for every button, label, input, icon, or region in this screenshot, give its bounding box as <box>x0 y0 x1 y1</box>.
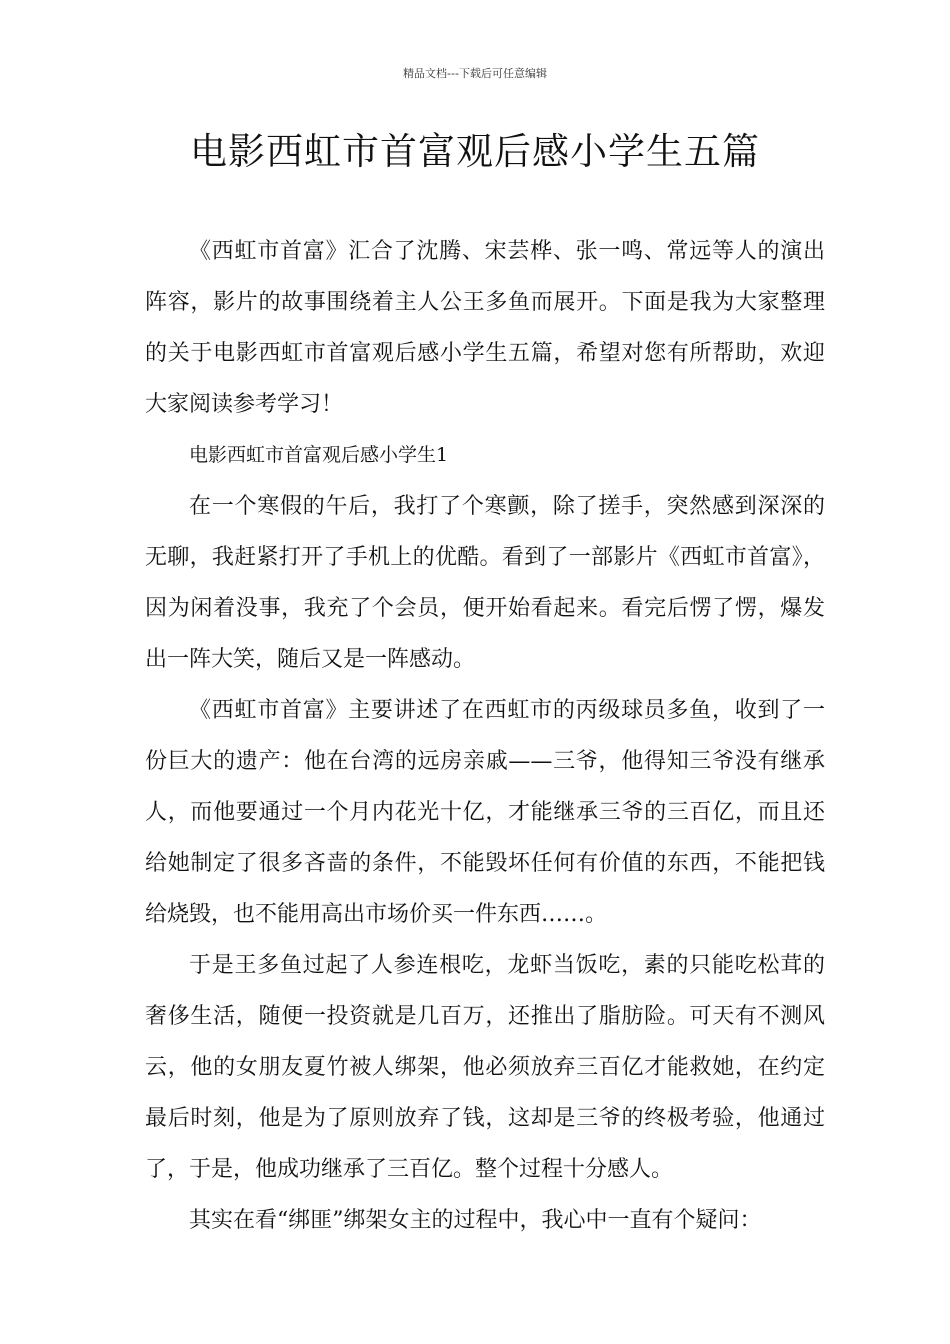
body-paragraph: 在一个寒假的午后，我打了个寒颤，除了搓手，突然感到深深的无聊，我赶紧打开了手机上的优酷。看到了一部影片《西虹市首富》，因为闲着没事，我充了个会员，便开始看起来。看完后愣了愣，爆发出一阵大笑，随后又是一阵感动。 <box>145 494 825 672</box>
body-paragraph: 于是王多鱼过起了人参连根吃，龙虾当饭吃，素的只能吃松茸的奢侈生活，随便一投资就是几百万，还推出了脂肪险。可天有不测风云，他的女朋友夏竹被人绑架，他必须放弃三百亿才能救她，在约定最后时刻，他是为了原则放弃了钱，这却是三爷的终极考验，他通过了，于是，他成功继承了三百亿。整个过程十分感人。 <box>145 953 825 1182</box>
intro-paragraph: 《西虹市首富》汇合了沈腾、宋芸桦、张一鸣、常远等人的演出阵容，影片的故事围绕着主人公王多鱼而展开。下面是我为大家整理的关于电影西虹市首富观后感小学生五篇，希望对您有所帮助，欢迎大家阅读参考学习！ <box>145 239 825 417</box>
section-heading: 电影西虹市首富观后感小学生1 <box>189 444 449 466</box>
body-paragraph: 《西虹市首富》主要讲述了在西虹市的丙级球员多鱼，收到了一份巨大的遗产：他在台湾的远房亲戚——三爷，他得知三爷没有继承人，而他要通过一个月内花光十亿，才能继承三爷的三百亿，而且还给她制定了很多吝啬的条件，不能毁坏任何有价值的东西，不能把钱给烧毁，也不能用高出市场价买一件东西……。 <box>145 698 825 927</box>
document-title: 电影西虹市首富观后感小学生五篇 <box>190 130 760 173</box>
document-body <box>145 226 825 1246</box>
header-note: 精品文档---下载后可任意编辑 <box>403 67 547 80</box>
body-paragraph: 其实在看“绑匪”绑架女主的过程中，我心中一直有个疑问： <box>189 1208 762 1233</box>
